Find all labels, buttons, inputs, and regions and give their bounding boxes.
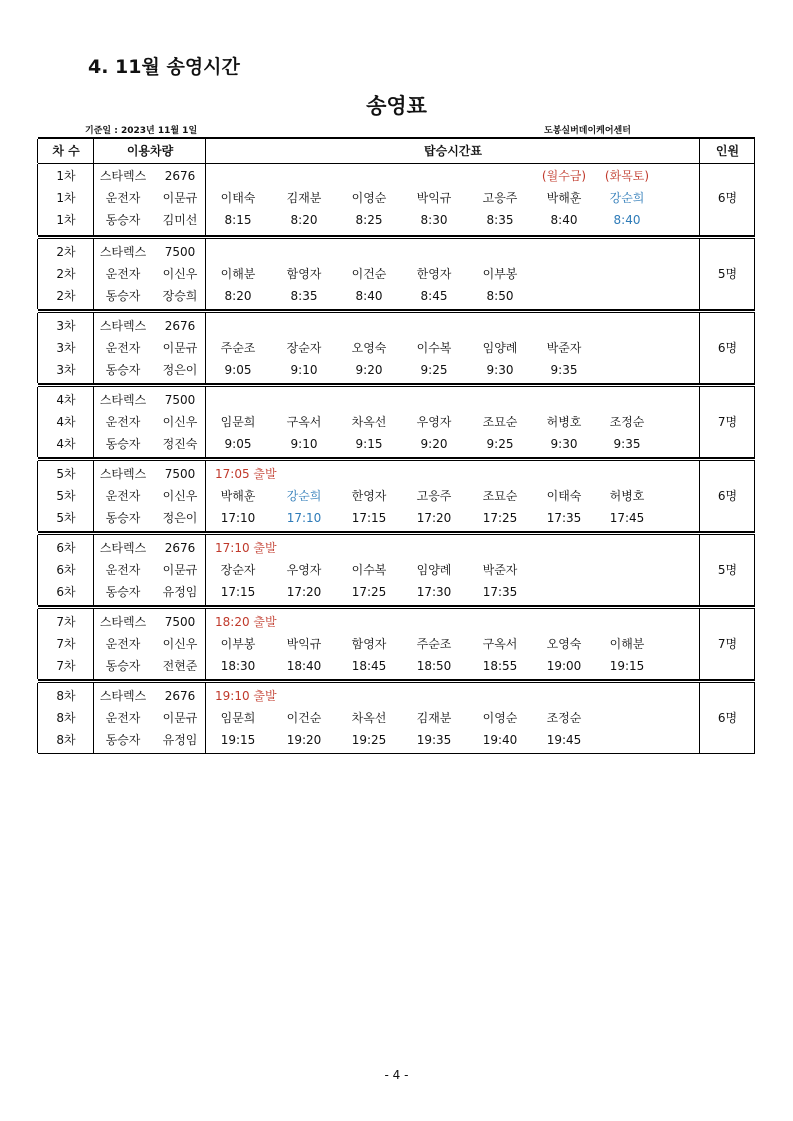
run-line [38,582,755,603]
passenger-name: 이부봉 [482,267,518,281]
pickup-time: 17:20 [416,511,452,525]
passenger-name: 박준자 [482,563,518,577]
run-label: 4차 [56,393,76,407]
pickup-time: 18:55 [482,659,518,673]
pickup-time: 8:30 [420,213,448,227]
passenger-name: 박준자 [546,341,582,355]
vehicle-number: 2676 [164,169,196,183]
passenger-name: 조묘순 [482,415,518,429]
run-line [38,538,755,559]
vehicle-type: 스타렉스 [99,541,147,555]
vehicle-type: 스타렉스 [99,467,147,481]
passenger-name: 김재분 [416,711,452,725]
passenger-name: 이해분 [609,637,645,651]
run-label: 4차 [56,415,76,429]
pickup-time: 17:15 [351,511,387,525]
passenger-name: 조묘순 [482,489,518,503]
driver-role: 운전자 [105,415,141,429]
run-line [38,464,755,485]
pickup-time: 9:35 [613,437,641,451]
pickup-time: 9:10 [290,437,318,451]
run-line [38,188,755,209]
group-label-ttsat: (화목토) [604,169,650,183]
run-label: 6차 [56,563,76,577]
run-label: 7차 [56,615,76,629]
passenger-name: 허병호 [609,489,645,503]
escort-role: 동승자 [105,213,141,227]
run-block [38,606,755,680]
pickup-time: 9:35 [550,363,578,377]
run-label: 8차 [56,689,76,703]
passenger-name: 이해분 [220,267,256,281]
vehicle-number: 7500 [164,245,196,259]
passenger-name: 김재분 [286,191,322,205]
passenger-name: 구옥서 [286,415,322,429]
passenger-name: 주순조 [416,637,452,651]
driver-name: 이문규 [162,341,198,355]
escort-name: 전현준 [162,659,198,673]
vehicle-number: 2676 [164,319,196,333]
escort-role: 동승자 [105,733,141,747]
passenger-name: 고응주 [416,489,452,503]
run-label: 7차 [56,637,76,651]
driver-name: 이신우 [162,637,198,651]
passenger-name: 장순자 [286,341,322,355]
driver-role: 운전자 [105,563,141,577]
document-title: 송영표 [366,94,427,118]
passenger-name: 박익규 [416,191,452,205]
pickup-time: 17:15 [220,585,256,599]
passenger-name: 우영자 [416,415,452,429]
passenger-name: 구옥서 [482,637,518,651]
passenger-count: 5명 [717,563,738,577]
pickup-time: 17:30 [416,585,452,599]
passenger-count: 6명 [717,341,738,355]
run-label: 8차 [56,733,76,747]
run-line [38,360,755,381]
driver-role: 운전자 [105,267,141,281]
run-label: 3차 [56,319,76,333]
passenger-name: 허병호 [546,415,582,429]
run-block [38,532,755,606]
table-header [38,137,755,164]
run-line [38,686,755,707]
run-label: 5차 [56,489,76,503]
passenger-name: 이영순 [351,191,387,205]
pickup-time: 8:20 [224,289,252,303]
run-line [38,508,755,529]
passenger-name: 고응주 [482,191,518,205]
passenger-name: 박해훈 [220,489,256,503]
driver-name: 이문규 [162,711,198,725]
passenger-name: 강순희 [286,489,322,503]
run-line [38,316,755,337]
pickup-time: 19:00 [546,659,582,673]
pickup-time: 19:35 [416,733,452,747]
pickup-time: 19:15 [609,659,645,673]
run-label: 7차 [56,659,76,673]
run-label: 1차 [56,191,76,205]
pickup-time: 9:05 [224,363,252,377]
passenger-count: 6명 [717,489,738,503]
run-label: 1차 [56,169,76,183]
run-line [38,166,755,187]
driver-role: 운전자 [105,341,141,355]
pickup-time: 9:05 [224,437,252,451]
driver-role: 운전자 [105,489,141,503]
escort-role: 동승자 [105,659,141,673]
pickup-time: 17:20 [286,585,322,599]
run-block [38,384,755,458]
passenger-name: 차옥선 [351,415,387,429]
run-block [38,310,755,384]
passenger-count: 7명 [717,637,738,651]
pickup-time: 17:35 [482,585,518,599]
passenger-name: 강순희 [609,191,645,205]
passenger-count: 7명 [717,415,738,429]
passenger-count: 6명 [717,711,738,725]
run-line [38,338,755,359]
escort-name: 정은이 [162,511,198,525]
run-block [38,164,755,236]
header-timetable: 탑승시간표 [424,144,482,158]
passenger-name: 이부봉 [220,637,256,651]
run-line [38,560,755,581]
run-label: 4차 [56,437,76,451]
pickup-time: 9:25 [486,437,514,451]
pickup-time: 19:25 [351,733,387,747]
driver-name: 이신우 [162,489,198,503]
pickup-time: 8:15 [224,213,252,227]
pickup-time: 19:45 [546,733,582,747]
pickup-time: 8:35 [290,289,318,303]
escort-name: 장승희 [162,289,198,303]
passenger-name: 임양례 [482,341,518,355]
vehicle-type: 스타렉스 [99,319,147,333]
passenger-name: 이태숙 [220,191,256,205]
pickup-time: 9:15 [355,437,383,451]
pickup-time: 9:25 [420,363,448,377]
escort-role: 동승자 [105,585,141,599]
run-line [38,210,755,231]
passenger-name: 임문희 [220,415,256,429]
pickup-time: 17:35 [546,511,582,525]
escort-role: 동승자 [105,511,141,525]
run-label: 2차 [56,245,76,259]
passenger-name: 임양례 [416,563,452,577]
section-heading: 4. 11월 송영시간 [88,56,240,78]
passenger-name: 박익규 [286,637,322,651]
run-line [38,412,755,433]
run-block [38,680,755,754]
pickup-time: 17:10 [220,511,256,525]
run-line [38,242,755,263]
departure-note: 17:05 출발 [215,467,277,481]
run-line [38,634,755,655]
escort-role: 동승자 [105,437,141,451]
escort-name: 정진숙 [162,437,198,451]
passenger-name: 조정순 [609,415,645,429]
vehicle-number: 2676 [164,689,196,703]
pickup-time: 18:50 [416,659,452,673]
run-label: 2차 [56,267,76,281]
center-name: 도봉실버데이케어센터 [544,126,631,136]
pickup-time: 9:30 [486,363,514,377]
pickup-time: 8:40 [355,289,383,303]
run-label: 3차 [56,363,76,377]
passenger-name: 우영자 [286,563,322,577]
passenger-name: 한영자 [351,489,387,503]
header-run: 차 수 [52,144,80,158]
pickup-time: 19:40 [482,733,518,747]
run-line [38,286,755,307]
run-line [38,390,755,411]
escort-name: 정은이 [162,363,198,377]
escort-name: 유정임 [162,733,198,747]
passenger-name: 이태숙 [546,489,582,503]
pickup-time: 9:30 [550,437,578,451]
run-label: 6차 [56,541,76,555]
run-line [38,264,755,285]
passenger-name: 장순자 [220,563,256,577]
passenger-name: 이수복 [416,341,452,355]
vehicle-number: 7500 [164,393,196,407]
vehicle-number: 7500 [164,615,196,629]
run-line [38,656,755,677]
pickup-time: 18:45 [351,659,387,673]
passenger-count: 5명 [717,267,738,281]
passenger-name: 차옥선 [351,711,387,725]
vehicle-type: 스타렉스 [99,393,147,407]
vehicle-type: 스타렉스 [99,689,147,703]
pickup-time: 8:45 [420,289,448,303]
pickup-time: 8:50 [486,289,514,303]
escort-role: 동승자 [105,289,141,303]
vehicle-number: 2676 [164,541,196,555]
driver-role: 운전자 [105,637,141,651]
pickup-time: 18:30 [220,659,256,673]
departure-note: 19:10 출발 [215,689,277,703]
run-label: 3차 [56,341,76,355]
escort-name: 김미선 [162,213,198,227]
driver-name: 이문규 [162,191,198,205]
pickup-time: 19:15 [220,733,256,747]
run-line [38,612,755,633]
header-count: 인원 [715,144,740,158]
departure-note: 18:20 출발 [215,615,277,629]
run-label: 6차 [56,585,76,599]
page-number: - 4 - [384,1068,409,1082]
passenger-name: 주순조 [220,341,256,355]
pickup-time: 9:20 [355,363,383,377]
driver-role: 운전자 [105,191,141,205]
pickup-time: 8:20 [290,213,318,227]
run-label: 8차 [56,711,76,725]
vehicle-number: 7500 [164,467,196,481]
escort-role: 동승자 [105,363,141,377]
driver-role: 운전자 [105,711,141,725]
vehicle-type: 스타렉스 [99,615,147,629]
passenger-name: 함영자 [351,637,387,651]
run-block [38,458,755,532]
driver-name: 이신우 [162,267,198,281]
run-line [38,434,755,455]
passenger-name: 이영순 [482,711,518,725]
driver-name: 이문규 [162,563,198,577]
run-label: 5차 [56,467,76,481]
schedule-table [38,137,755,754]
passenger-name: 함영자 [286,267,322,281]
pickup-time: 18:40 [286,659,322,673]
run-label: 1차 [56,213,76,227]
group-label-mwf: (월수금) [541,169,587,183]
vehicle-type: 스타렉스 [99,169,147,183]
pickup-time: 9:10 [290,363,318,377]
pickup-time: 17:25 [351,585,387,599]
passenger-name: 박해훈 [546,191,582,205]
pickup-time: 17:10 [286,511,322,525]
pickup-time: 19:20 [286,733,322,747]
passenger-count: 6명 [717,191,738,205]
passenger-name: 임문희 [220,711,256,725]
header-vehicle: 이용차량 [126,144,174,158]
passenger-name: 오영숙 [546,637,582,651]
passenger-name: 조정순 [546,711,582,725]
pickup-time: 17:45 [609,511,645,525]
passenger-name: 오영숙 [351,341,387,355]
run-line [38,708,755,729]
departure-note: 17:10 출발 [215,541,277,555]
pickup-time: 8:40 [550,213,578,227]
pickup-time: 8:25 [355,213,383,227]
run-label: 5차 [56,511,76,525]
run-block [38,236,755,310]
passenger-name: 한영자 [416,267,452,281]
passenger-name: 이수복 [351,563,387,577]
reference-date: 기준일 : 2023년 11월 1일 [85,126,198,136]
passenger-name: 이건순 [351,267,387,281]
escort-name: 유정임 [162,585,198,599]
pickup-time: 8:40 [613,213,641,227]
pickup-time: 17:25 [482,511,518,525]
run-line [38,486,755,507]
run-label: 2차 [56,289,76,303]
passenger-name: 이건순 [286,711,322,725]
pickup-time: 8:35 [486,213,514,227]
run-line [38,730,755,751]
driver-name: 이신우 [162,415,198,429]
pickup-time: 9:20 [420,437,448,451]
vehicle-type: 스타렉스 [99,245,147,259]
